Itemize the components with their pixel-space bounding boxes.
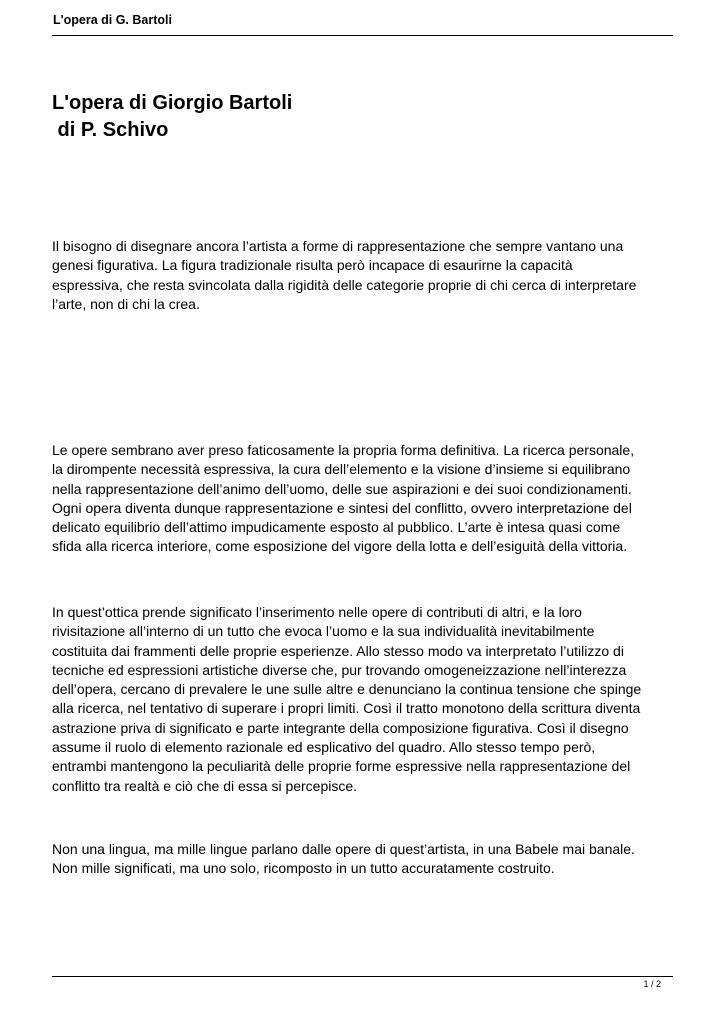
text-line: astrazione priva di significato e parte integrante della composizione figurativa. Così il disegno	[52, 719, 629, 736]
text-line: Non mille significati, ma uno solo, ricomposto in un tutto accuratamente costruito.	[52, 860, 555, 877]
text-line: Il bisogno di disegnare ancora l’artista a forme di rappresentazione che sempre vantano una	[52, 238, 624, 254]
text-line: entrambi mantengono la peculiarità delle proprie forme espressive nella rappresentazione del	[52, 758, 631, 775]
text-line: conflitto tra realtà e ciò che di essa si percepisce.	[52, 777, 358, 794]
text-line: Le opere sembrano aver preso faticosamente la propria forma definitiva. La ricerca personale,	[52, 442, 635, 458]
text-line: Non una lingua, ma mille lingue parlano dalle opere di quest’artista, in una Babele mai banale.	[52, 841, 635, 857]
text-line: la dirompente necessità espressiva, la cura dell’elemento e la visione d’insieme si equilibrano	[52, 461, 631, 478]
text-line: sfida alla ricerca interiore, come esposizione del vigore della lotta e dell’esiguità della vittoria.	[52, 538, 628, 555]
text-line: espressiva, che resta svincolata dalla rigidità delle categorie proprie di chi cerca di interpretare	[52, 276, 637, 293]
text-line: delicato equilibrio dell’attimo impudicamente esposto al pubblico. L’arte è intesa quasi come	[52, 519, 621, 536]
paragraph-1	[52, 237, 677, 314]
text-line: tecniche ed espressioni artistiche diverse che, pur trovando omogeneizzazione nell’interezza	[52, 661, 627, 678]
page-number: 1 / 2	[643, 979, 661, 989]
text-line: In quest’ottica prende significato l’inserimento nelle opere di contributi di altri, e la loro	[52, 604, 582, 620]
text-line: nella rappresentazione dell’animo dell’uomo, delle sue aspirazioni e dei suoi condizionamenti.	[52, 480, 632, 497]
text-line: genesi figurativa. La figura tradizionale risulta però incapace di esaurirne la capacità	[52, 257, 573, 274]
paragraph-4	[52, 840, 677, 879]
text-line: alla ricerca, nel tentativo di superare i propri limiti. Così il tratto monotono della scrittura diventa	[52, 700, 641, 717]
text-line: costituita dai frammenti delle proprie esperienze. Allo stesso modo va interpretato l’utilizzo di	[52, 642, 624, 659]
document-title	[52, 90, 292, 144]
footer-divider	[52, 976, 673, 977]
text-line: Ogni opera diventa dunque rappresentazione e sintesi del conflitto, ovvero interpretazione del	[52, 499, 632, 516]
text-line: l’arte, non di chi la crea.	[52, 295, 200, 312]
text-line: dell’opera, cercano di prevalere le une sulle altre e denunciano la continua tensione che spinge	[52, 681, 642, 698]
header-divider	[52, 35, 673, 36]
text-line: rivisitazione all’interno di un tutto che evoca l’uomo e la sua individualità inevitabilmente	[52, 623, 595, 640]
paragraph-2	[52, 441, 677, 557]
title-line: L'opera di Giorgio Bartoli	[52, 92, 293, 114]
paragraph-3	[52, 603, 677, 796]
subtitle-author-line: di P. Schivo	[52, 119, 169, 141]
running-header-title: L'opera di G. Bartoli	[53, 13, 172, 27]
text-line: assume il ruolo di elemento razionale ed esplicativo del quadro. Allo stesso tempo però,	[52, 739, 596, 756]
